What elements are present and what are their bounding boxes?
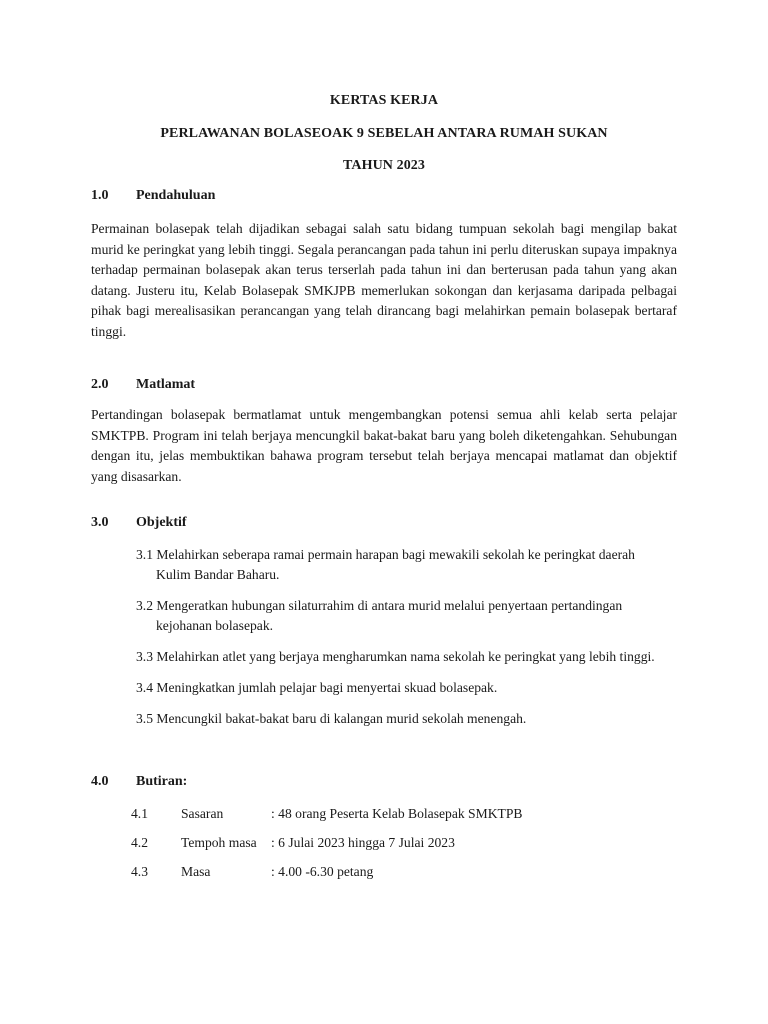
section-number: 2.0: [91, 377, 109, 392]
detail-value: : 4.00 -6.30 petang: [271, 864, 374, 879]
objective-line: 3.3 Melahirkan atlet yang berjaya mengharumkan nama sekolah ke peringkat yang lebih tinggi.: [136, 649, 655, 664]
section-heading-objektif: [91, 515, 187, 531]
detail-row-tempoh-masa: [131, 835, 455, 851]
section-title: Objektif: [136, 515, 187, 530]
objective-item: [136, 596, 677, 636]
section-body-pendahuluan: Permainan bolasepak telah dijadikan sebagai salah satu bidang tumpuan sekolah bagi mengilap bakat murid ke peringkat yang lebih tinggi. Segala perancangan pada tahun ini perlu diteruskan supaya impaknya terhadap permainan bolasepak akan terus terserlah pada tahun ini dan berterusan pada tahun yang akan datang. Justeru itu, Kelab Bolasepak SMKJPB memerlukan sokongan dan kerjasama daripada pelbagai pihak bagi merealisasikan perancangan yang telah dirancang bagi melahirkan pemain bolasepak bertaraf tinggi.: [91, 221, 677, 339]
document-subtitle: PERLAWANAN BOLASEOAK 9 SEBELAH ANTARA RUMAH SUKAN: [160, 126, 608, 141]
objective-line-continued: kejohanan bolasepak.: [156, 618, 274, 633]
section-title: Matlamat: [136, 377, 196, 392]
objective-item: [136, 709, 677, 729]
detail-label: Sasaran: [181, 806, 224, 821]
detail-number: 4.3: [131, 864, 148, 879]
objective-item: [136, 545, 677, 585]
detail-number: 4.1: [131, 806, 148, 821]
section-title: Butiran:: [136, 774, 188, 789]
objective-line: 3.2 Mengeratkan hubungan silaturrahim di antara murid melalui penyertaan pertandingan: [136, 598, 623, 613]
detail-label: Masa: [181, 864, 211, 879]
detail-label: Tempoh masa: [181, 835, 257, 850]
document-title: KERTAS KERJA: [329, 93, 439, 108]
objective-item: [136, 678, 677, 698]
section-title: Pendahuluan: [136, 188, 216, 203]
detail-number: 4.2: [131, 835, 148, 850]
section-heading-butiran: [91, 774, 187, 790]
detail-value: : 48 orang Peserta Kelab Bolasepak SMKTPB: [271, 806, 523, 821]
objective-line-continued: Kulim Bandar Baharu.: [156, 567, 280, 582]
section-heading-matlamat: [91, 377, 195, 393]
section-number: 3.0: [91, 515, 109, 530]
section-body-matlamat: Pertandingan bolasepak bermatlamat untuk mengembangkan potensi semua ahli kelab serta pelajar SMKTPB. Program ini telah berjaya mencungkil bakat-bakat baru yang boleh diketengahkan. Sehubungan dengan itu, jelas membuktikan bahawa program tersebut telah berjaya mencapai matlamat dan objektif yang disasarkan.: [91, 407, 677, 484]
section-number: 4.0: [91, 774, 109, 789]
objective-line: 3.5 Mencungkil bakat-bakat baru di kalangan murid sekolah menengah.: [136, 711, 527, 726]
detail-value: : 6 Julai 2023 hingga 7 Julai 2023: [271, 835, 455, 850]
objective-item: [136, 647, 677, 667]
section-number: 1.0: [91, 188, 109, 203]
objective-line: 3.4 Meningkatkan jumlah pelajar bagi menyertai skuad bolasepak.: [136, 680, 498, 695]
detail-row-sasaran: [131, 806, 522, 822]
detail-row-masa: [131, 864, 373, 880]
document-year: TAHUN 2023: [342, 158, 426, 173]
objective-line: 3.1 Melahirkan seberapa ramai permain harapan bagi mewakili sekolah ke peringkat daerah: [136, 547, 635, 562]
section-heading-pendahuluan: [91, 188, 215, 204]
